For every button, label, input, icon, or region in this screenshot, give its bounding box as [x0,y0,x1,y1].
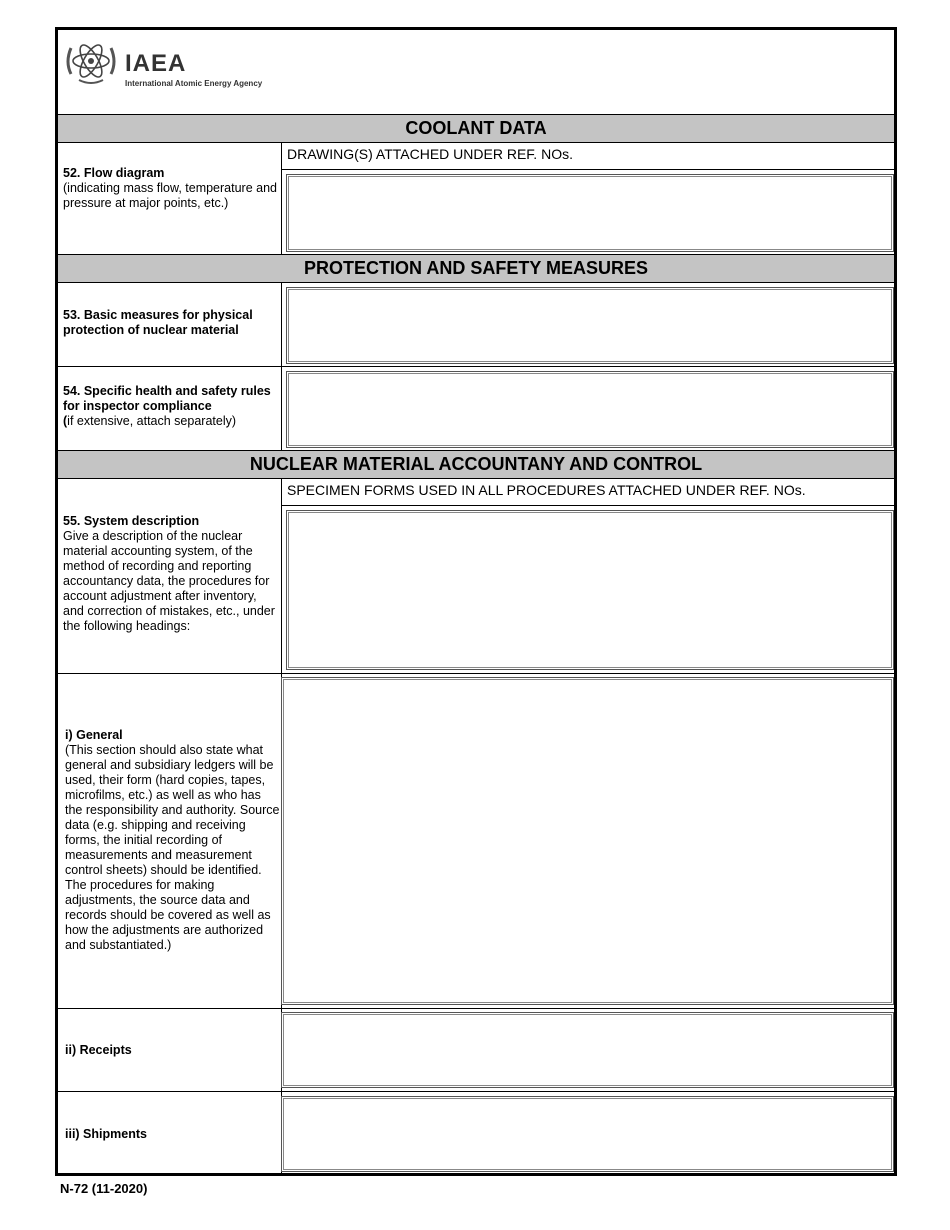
logo-acronym: IAEA [125,50,187,77]
divider [58,1008,894,1009]
q55-label [63,514,278,634]
shipments-label [65,1127,275,1142]
q55-system-description-field[interactable] [286,510,894,670]
q53-title: 53. Basic measures for physical protection of nuclear material [63,308,253,337]
q55-attach-label: SPECIMEN FORMS USED IN ALL PROCEDURES ATTACHED UNDER REF. NOs. [287,482,806,498]
q54-note-paren: ( [63,414,68,428]
shipments-field[interactable] [281,1096,894,1172]
shipments-title: iii) Shipments [65,1127,147,1141]
section-accountancy: NUCLEAR MATERIAL ACCOUNTANY AND CONTROL [58,450,894,479]
divider [58,366,894,367]
divider [282,169,894,170]
general-field[interactable] [281,677,894,1005]
logo-full-name: International Atomic Energy Agency [125,79,263,88]
q54-note: if extensive, attach separately) [67,414,237,428]
receipts-title: ii) Receipts [65,1043,132,1057]
q54-title: 54. Specific health and safety rules for inspector compliance [63,384,271,413]
q52-label [63,166,278,211]
atom-emblem-icon [63,36,119,86]
divider [58,1091,894,1092]
general-label [65,728,281,953]
general-note: (This section should also state what general and subsidiary ledgers will be used, their form (hard copies, tapes, microfilms, etc.) as well as who has the responsibility and authority. Source data (e.g. shipping and receiving forms, the initial recording of measurements and measurement control sheets) should be identified. The procedures for making adjustments, the source data and records should be covered as well as how the adjustments are authorized and substantiated.) [65,743,280,952]
q52-attach-label: DRAWING(S) ATTACHED UNDER REF. NOs. [287,146,573,162]
q55-note: Give a description of the nuclear material accounting system, of the method of recording and reporting accountancy data, the procedures for account adjustment after inventory, and correction of mistakes, etc., under the following headings: [63,529,275,633]
column-divider [281,143,282,254]
receipts-field[interactable] [281,1012,894,1088]
q53-physical-protection-field[interactable] [286,287,894,364]
form-frame [55,27,897,1176]
section-protection-safety: PROTECTION AND SAFETY MEASURES [58,254,894,283]
q52-title: 52. Flow diagram [63,166,165,180]
form-code: N-72 (11-2020) [60,1181,148,1196]
general-title: i) General [65,728,123,742]
q53-label [63,308,278,338]
receipts-label [65,1043,275,1058]
divider [282,505,894,506]
iaea-logo [63,36,283,86]
section-coolant-data: COOLANT DATA [58,114,894,143]
q52-note: (indicating mass flow, temperature and pressure at major points, etc.) [63,181,277,210]
q55-title: 55. System description [63,514,200,528]
q54-health-safety-field[interactable] [286,371,894,448]
q52-flow-diagram-field[interactable] [286,174,894,252]
divider [58,673,894,674]
q54-label [63,384,278,429]
